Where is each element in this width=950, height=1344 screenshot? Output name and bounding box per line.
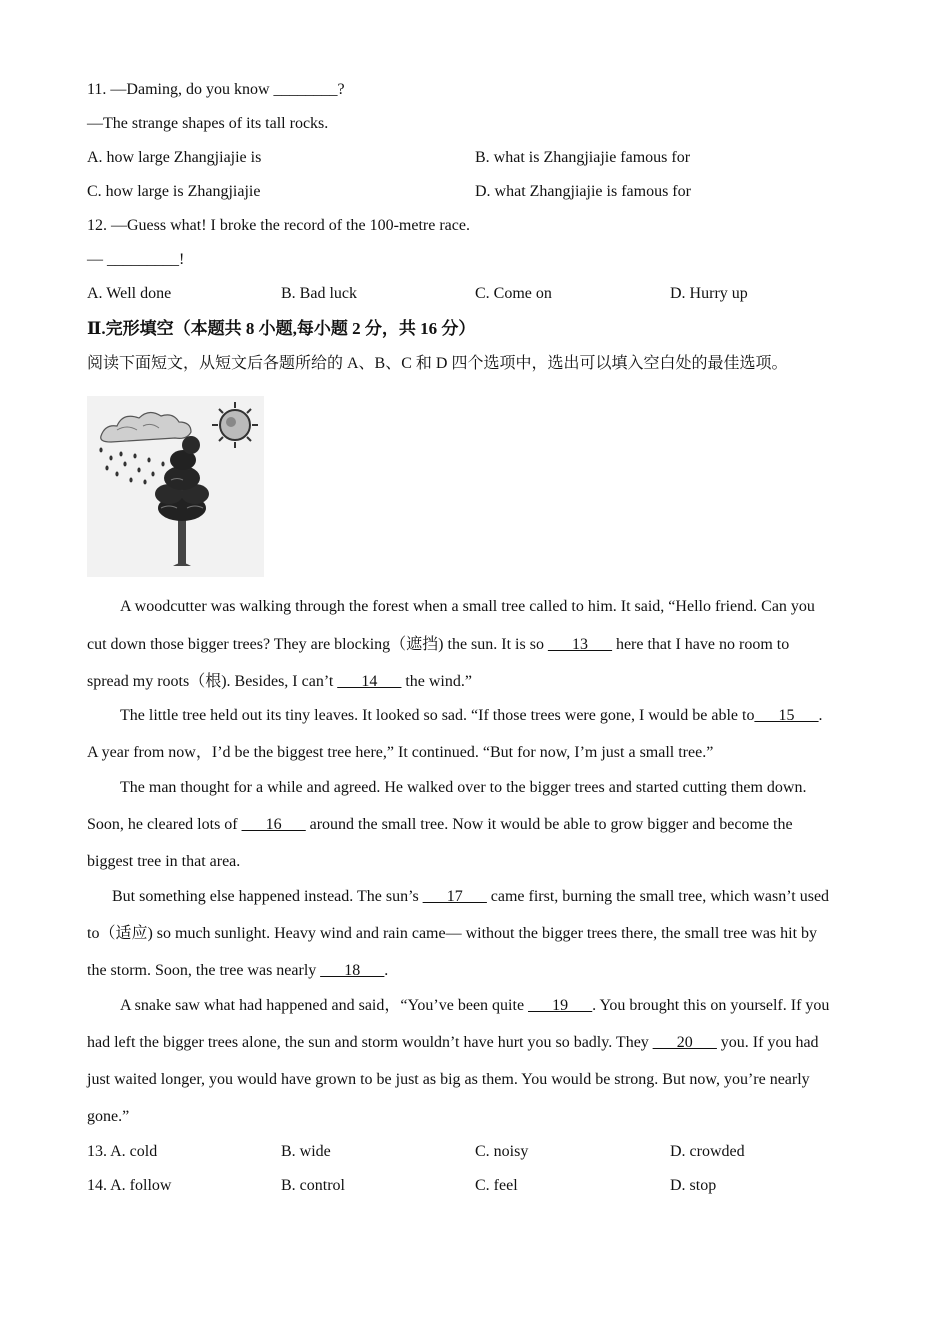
q11-stem: 11. —Daming, do you know ________? bbox=[87, 81, 345, 98]
text: . You brought this on yourself. If you bbox=[592, 997, 830, 1014]
blank-16: ___16___ bbox=[241, 816, 306, 833]
text: cut down those bigger trees? They are blocking（遮挡) the sun. It is so bbox=[87, 636, 548, 653]
q12-option-d: D. Hurry up bbox=[670, 285, 748, 302]
text: the storm. Soon, the tree was nearly bbox=[87, 962, 321, 979]
q11-reply: —The strange shapes of its tall rocks. bbox=[87, 115, 329, 132]
blank-20: ___20___ bbox=[652, 1034, 717, 1051]
q14-option-b: B. control bbox=[281, 1177, 345, 1194]
section-title: Ⅱ.完形填空（本题共 8 小题,每小题 2 分，共 16 分） bbox=[87, 319, 476, 338]
text: the wind.” bbox=[401, 673, 472, 690]
blank-18: ___18___ bbox=[320, 962, 385, 979]
p3-line-2 bbox=[87, 815, 793, 835]
text: Soon, he cleared lots of bbox=[87, 816, 242, 833]
q11-option-d: D. what Zhangjiajie is famous for bbox=[475, 183, 691, 200]
blank-19: ___19___ bbox=[528, 997, 593, 1014]
q12-reply-suffix: ! bbox=[179, 251, 185, 268]
q12-option-c: C. Come on bbox=[475, 285, 552, 302]
p1-line-3 bbox=[87, 672, 472, 692]
q12-option-a: A. Well done bbox=[87, 285, 172, 302]
blank-14: ___14___ bbox=[337, 673, 402, 690]
p2-line-2: A year from now，I’d be the biggest tree here,” It continued. “But for now, I’m just a small tree.” bbox=[87, 744, 714, 761]
q12-reply bbox=[87, 250, 184, 270]
blank-13: ___13___ bbox=[547, 636, 612, 653]
text: The little tree held out its tiny leaves. It looked so sad. “If those trees were gone, I would be able to bbox=[120, 707, 755, 724]
text: A snake saw what had happened and said，“You’ve been quite bbox=[120, 997, 529, 1014]
section-instruction: 阅读下面短文，从短文后各题所给的 A、B、C 和 D 四个选项中，选出可以填入空白处的最佳选项。 bbox=[87, 355, 788, 372]
p1-line-2 bbox=[87, 635, 789, 655]
text: spread my roots（根). Besides, I can’t bbox=[87, 673, 338, 690]
q11-option-b: B. what is Zhangjiajie famous for bbox=[475, 149, 691, 166]
p3-line-1: The man thought for a while and agreed. He walked over to the bigger trees and started cutting them down. bbox=[120, 779, 807, 796]
p5-line-4: gone.” bbox=[87, 1108, 130, 1125]
text: But something else happened instead. The sun’s bbox=[112, 888, 423, 905]
text: had left the bigger trees alone, the sun and storm wouldn’t have hurt you so badly. They bbox=[87, 1034, 653, 1051]
p5-line-3: just waited longer, you would have grown to be just as big as them. You would be strong. But now, you’re nearly bbox=[87, 1071, 810, 1088]
text: . bbox=[818, 707, 823, 724]
p5-line-1 bbox=[120, 996, 829, 1016]
q13-option-a: 13. A. cold bbox=[87, 1143, 158, 1160]
q13-option-b: B. wide bbox=[281, 1143, 331, 1160]
q12-stem: 12. —Guess what! I broke the record of the 100-metre race. bbox=[87, 217, 470, 234]
q14-option-d: D. stop bbox=[670, 1177, 717, 1194]
tree-illustration bbox=[87, 396, 264, 577]
p5-line-2 bbox=[87, 1033, 819, 1053]
p4-line-1 bbox=[112, 887, 829, 907]
text: . bbox=[384, 962, 389, 979]
p3-line-3: biggest tree in that area. bbox=[87, 853, 241, 870]
blank-15: ___15___ bbox=[754, 707, 819, 724]
q14-option-c: C. feel bbox=[475, 1177, 518, 1194]
q14-option-a: 14. A. follow bbox=[87, 1177, 172, 1194]
q12-option-b: B. Bad luck bbox=[281, 285, 357, 302]
q11-option-c: C. how large is Zhangjiajie bbox=[87, 183, 261, 200]
text: around the small tree. Now it would be able to grow bigger and become the bbox=[305, 816, 793, 833]
text: here that I have no room to bbox=[611, 636, 790, 653]
q11-option-a: A. how large Zhangjiajie is bbox=[87, 149, 262, 166]
p1-line-1: A woodcutter was walking through the forest when a small tree called to him. It said, “Hello friend. Can you bbox=[120, 598, 815, 615]
p4-line-3 bbox=[87, 961, 388, 981]
p4-line-2: to（适应) so much sunlight. Heavy wind and rain came— without the bigger trees there, the small tree was hit by bbox=[87, 925, 818, 942]
text: came first, burning the small tree, which wasn’t used bbox=[486, 888, 830, 905]
q12-reply-prefix: — bbox=[87, 251, 107, 268]
q13-option-c: C. noisy bbox=[475, 1143, 529, 1160]
text: you. If you had bbox=[716, 1034, 819, 1051]
q13-option-d: D. crowded bbox=[670, 1143, 745, 1160]
p2-line-1 bbox=[120, 706, 822, 726]
q12-blank: _________ bbox=[107, 251, 179, 268]
blank-17: ___17___ bbox=[422, 888, 487, 905]
